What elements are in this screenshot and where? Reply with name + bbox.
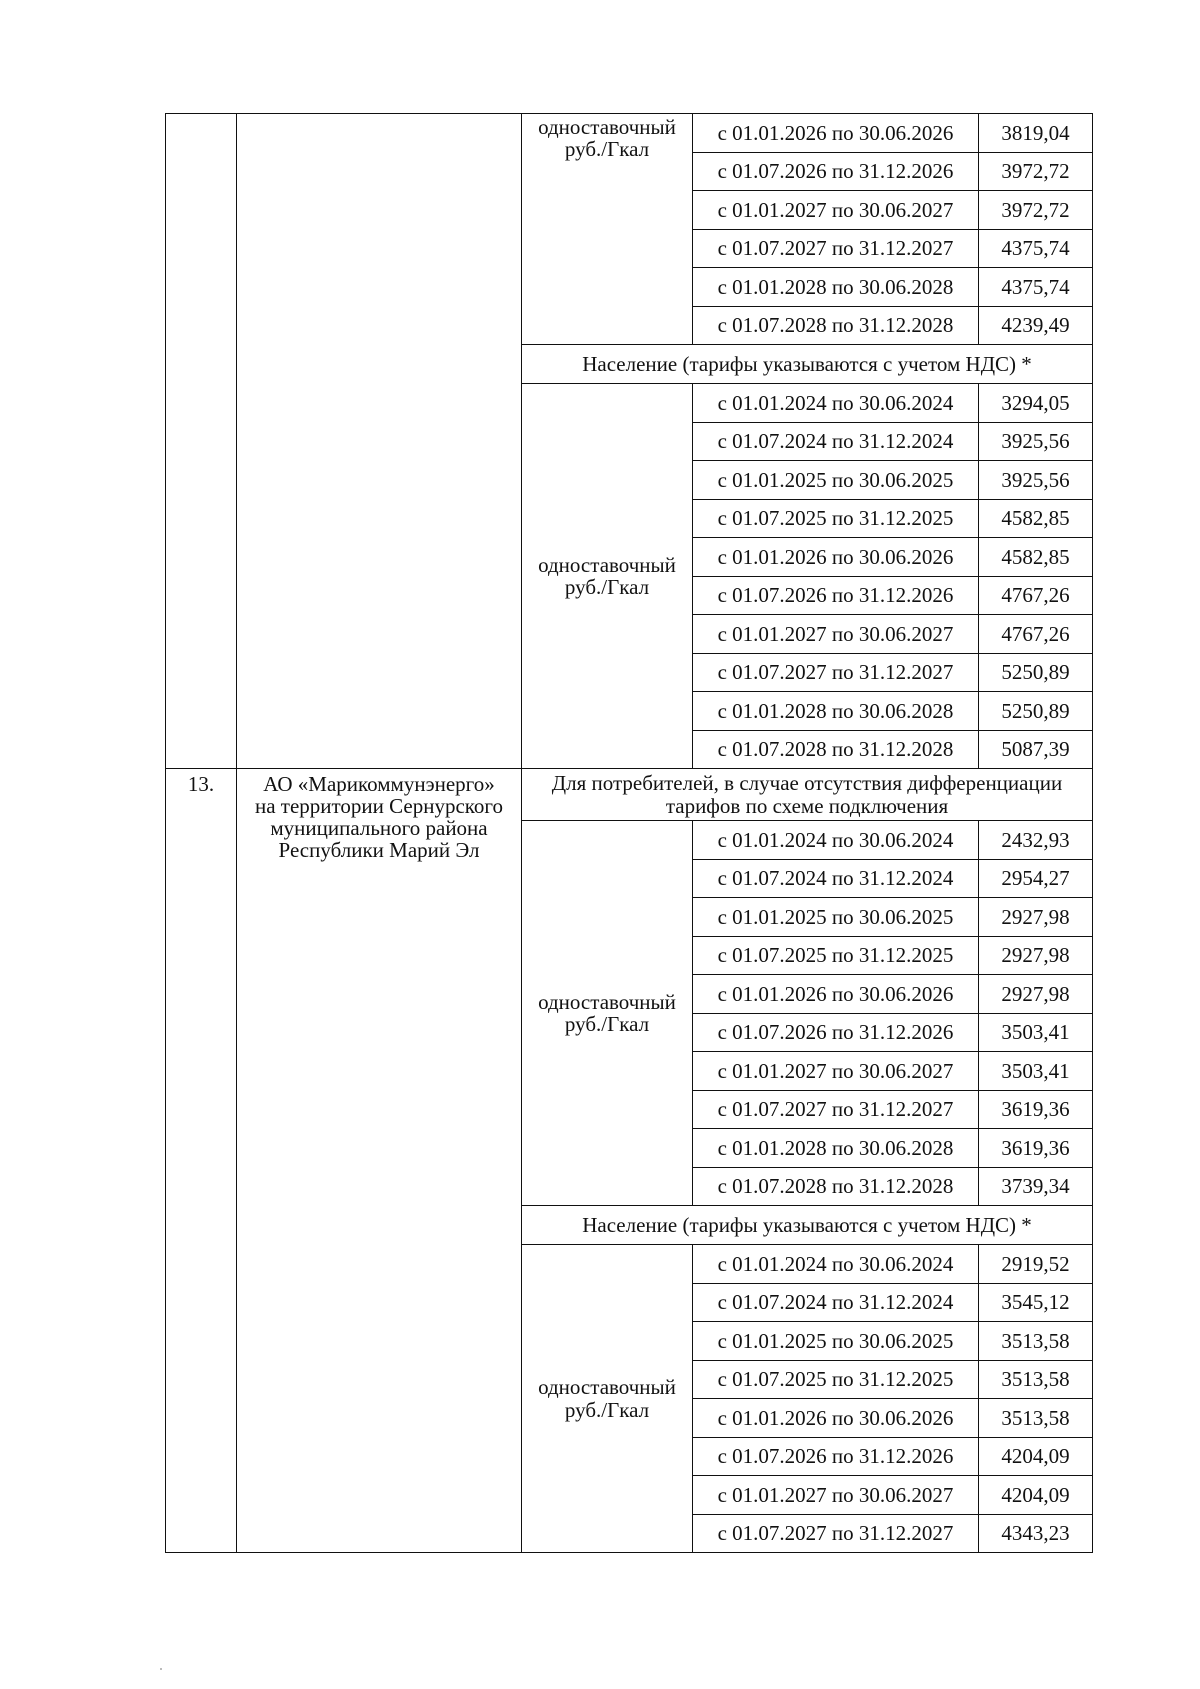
period-cell: с 01.01.2024 по 30.06.2024: [693, 821, 979, 860]
period-cell: с 01.07.2024 по 31.12.2024: [693, 422, 979, 461]
period-cell: с 01.01.2027 по 30.06.2027: [693, 191, 979, 230]
period-cell: с 01.01.2028 по 30.06.2028: [693, 692, 979, 731]
period-cell: с 01.01.2026 по 30.06.2026: [693, 538, 979, 577]
period-cell: с 01.01.2028 по 30.06.2028: [693, 268, 979, 307]
rate-type-cell: [522, 384, 693, 769]
rate-unit: руб./Гкал: [564, 575, 650, 599]
period-cell: с 01.07.2026 по 31.12.2026: [693, 152, 979, 191]
value-cell: 2927,98: [979, 898, 1093, 937]
value-cell: 3619,36: [979, 1129, 1093, 1168]
value-cell: 5087,39: [979, 730, 1093, 769]
value-cell: 4582,85: [979, 499, 1093, 538]
value-cell: 4375,74: [979, 268, 1093, 307]
period-cell: с 01.07.2025 по 31.12.2025: [693, 1360, 979, 1399]
period-cell: с 01.01.2024 по 30.06.2024: [693, 1245, 979, 1284]
value-cell: 3972,72: [979, 191, 1093, 230]
rate-type: одноставочный: [538, 552, 676, 577]
period-cell: с 01.07.2026 по 31.12.2026: [693, 576, 979, 615]
value-cell: 3513,58: [979, 1399, 1093, 1438]
period-cell: с 01.07.2027 по 31.12.2027: [693, 1514, 979, 1553]
population-header: Население (тарифы указываются с учетом НДС) *: [522, 1206, 1093, 1245]
rate-unit: руб./Гкал: [564, 1397, 650, 1422]
value-cell: 3545,12: [979, 1283, 1093, 1322]
period-cell: с 01.01.2026 по 30.06.2026: [693, 114, 979, 153]
value-cell: 3972,72: [979, 152, 1093, 191]
value-cell: 4582,85: [979, 538, 1093, 577]
period-cell: с 01.07.2027 по 31.12.2027: [693, 653, 979, 692]
value-cell: 4343,23: [979, 1514, 1093, 1553]
value-cell: 5250,89: [979, 653, 1093, 692]
period-cell: с 01.01.2028 по 30.06.2028: [693, 1129, 979, 1168]
period-cell: с 01.01.2026 по 30.06.2026: [693, 975, 979, 1014]
period-cell: с 01.07.2027 по 31.12.2027: [693, 229, 979, 268]
rate-type-cell: [522, 114, 693, 345]
value-cell: 3739,34: [979, 1167, 1093, 1206]
period-cell: с 01.07.2025 по 31.12.2025: [693, 499, 979, 538]
rate-type: одноставочный: [538, 115, 676, 139]
value-cell: 2927,98: [979, 975, 1093, 1014]
period-cell: с 01.01.2027 по 30.06.2027: [693, 1052, 979, 1091]
period-cell: с 01.01.2027 по 30.06.2027: [693, 1476, 979, 1515]
rate-unit: руб./Гкал: [564, 137, 650, 162]
value-cell: 3513,58: [979, 1322, 1093, 1361]
value-cell: 2432,93: [979, 821, 1093, 860]
period-cell: с 01.07.2028 по 31.12.2028: [693, 1167, 979, 1206]
item-number: 13.: [166, 769, 237, 1553]
period-cell: с 01.01.2027 по 30.06.2027: [693, 615, 979, 654]
value-cell: 2927,98: [979, 936, 1093, 975]
table-row: [166, 114, 1093, 153]
rate-type-cell: [522, 821, 693, 1206]
rate-type-cell: [522, 1245, 693, 1553]
period-cell: с 01.01.2026 по 30.06.2026: [693, 1399, 979, 1438]
value-cell: 4204,09: [979, 1437, 1093, 1476]
value-cell: 4239,49: [979, 306, 1093, 345]
consumers-header: [522, 769, 1093, 821]
organization-line: АО «Марикоммунэнерго»: [263, 772, 495, 796]
rate-type: одноставочный: [538, 1375, 676, 1400]
organization-line: Республики Марий Эл: [278, 838, 480, 863]
period-cell: с 01.07.2028 по 31.12.2028: [693, 306, 979, 345]
value-cell: 4375,74: [979, 229, 1093, 268]
value-cell: 3513,58: [979, 1360, 1093, 1399]
group-header-row: [166, 769, 1093, 821]
value-cell: 4204,09: [979, 1476, 1093, 1515]
period-cell: с 01.07.2025 по 31.12.2025: [693, 936, 979, 975]
period-cell: с 01.01.2025 по 30.06.2025: [693, 461, 979, 500]
tariff-table: [165, 113, 1093, 1553]
rate-unit: руб./Гкал: [564, 1012, 650, 1036]
period-cell: с 01.07.2024 по 31.12.2024: [693, 1283, 979, 1322]
value-cell: 3503,41: [979, 1052, 1093, 1091]
period-cell: с 01.01.2025 по 30.06.2025: [693, 1322, 979, 1361]
period-cell: с 01.07.2028 по 31.12.2028: [693, 730, 979, 769]
value-cell: 2919,52: [979, 1245, 1093, 1284]
period-cell: с 01.07.2026 по 31.12.2026: [693, 1013, 979, 1052]
period-cell: с 01.07.2024 по 31.12.2024: [693, 859, 979, 898]
rate-type: одноставочный: [538, 989, 676, 1014]
value-cell: 3819,04: [979, 114, 1093, 153]
period-cell: с 01.07.2026 по 31.12.2026: [693, 1437, 979, 1476]
consumers-header-line: Для потребителей, в случае отсутствия дифференциации: [551, 771, 1063, 796]
value-cell: 3503,41: [979, 1013, 1093, 1052]
consumers-header-line: тарифов по схеме подключения: [665, 793, 949, 818]
organization-cell: [237, 769, 522, 1553]
organization-line: на территории Сернурского: [254, 794, 504, 819]
value-cell: 4767,26: [979, 615, 1093, 654]
value-cell: 3925,56: [979, 461, 1093, 500]
population-header: Население (тарифы указываются с учетом НДС) *: [522, 345, 1093, 384]
organization-line: муниципального района: [270, 816, 488, 841]
value-cell: 5250,89: [979, 692, 1093, 731]
value-cell: 3294,05: [979, 384, 1093, 423]
value-cell: 3925,56: [979, 422, 1093, 461]
period-cell: с 01.01.2025 по 30.06.2025: [693, 898, 979, 937]
number-cell-empty: [166, 114, 237, 769]
period-cell: с 01.01.2024 по 30.06.2024: [693, 384, 979, 423]
scan-speck: [160, 1668, 162, 1670]
value-cell: 2954,27: [979, 859, 1093, 898]
period-cell: с 01.07.2027 по 31.12.2027: [693, 1090, 979, 1129]
value-cell: 4767,26: [979, 576, 1093, 615]
value-cell: 3619,36: [979, 1090, 1093, 1129]
organization-cell-empty: [237, 114, 522, 769]
